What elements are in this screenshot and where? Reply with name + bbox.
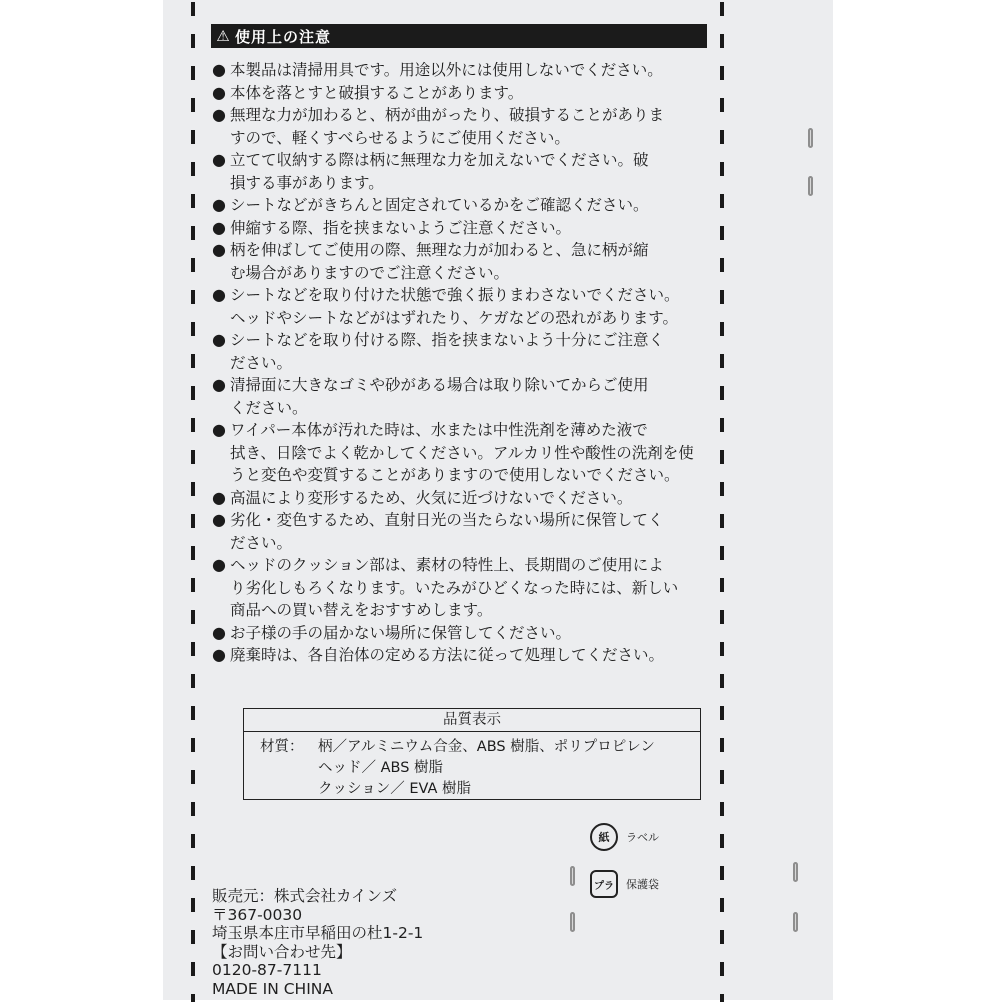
caution-item	[212, 329, 712, 374]
caution-item	[212, 554, 712, 622]
bullet-icon: ●	[212, 105, 226, 124]
staple	[570, 866, 575, 886]
caution-text: ワイパー本体が汚れた時は、水または中性洗剤を薄めた液で 拭き、日陰でよく乾かしてください。アルカリ性や酸性の洗剤を使 うと変色や変質することがありますので使用しないでください。	[230, 421, 694, 484]
staple	[570, 912, 575, 932]
seller-info	[212, 887, 423, 998]
caution-item	[212, 509, 712, 554]
caution-text: 高温により変形するため、火気に近づけないでください。	[230, 488, 633, 507]
paper-recycle-mark	[590, 823, 659, 851]
staple	[793, 912, 798, 932]
caution-item	[212, 622, 712, 645]
bullet-icon: ●	[212, 195, 226, 214]
seller-company: 販売元：株式会社カインズ	[212, 887, 398, 905]
plastic-recycle-label: 保護袋	[626, 878, 659, 891]
paper-recycle-label: ラベル	[626, 831, 659, 844]
seller-postal: 〒367-0030	[212, 905, 303, 924]
caution-item	[212, 374, 712, 419]
staple	[808, 128, 813, 148]
bullet-icon: ●	[212, 622, 226, 642]
warning-header	[211, 24, 707, 48]
caution-text: 本体を落とすと破損することがあります。	[230, 83, 524, 102]
material-line: ヘッド／ ABS 樹脂	[318, 760, 444, 776]
bullet-icon: ●	[212, 330, 226, 349]
caution-item	[212, 194, 712, 217]
country-of-origin: MADE IN CHINA	[212, 979, 333, 998]
caution-text: シートなどがきちんと固定されているかをご確認ください。	[230, 196, 649, 214]
quality-body	[260, 737, 655, 800]
perforation-left	[191, 2, 195, 1002]
staple	[793, 862, 798, 882]
bullet-icon: ●	[212, 217, 226, 237]
bullet-icon: ●	[212, 420, 226, 439]
plastic-recycle-icon: プラ	[590, 870, 618, 898]
bullet-icon: ●	[212, 150, 226, 169]
staple	[808, 176, 813, 196]
caution-item	[212, 217, 712, 240]
paper-recycle-icon: 紙	[590, 823, 618, 851]
caution-item	[212, 149, 712, 194]
bullet-icon: ●	[212, 240, 226, 259]
caution-text: ヘッドのクッション部は、素材の特性上、長期間のご使用によ り劣化しもろくなります。いたみがひどくなった時には、新しい 商品への買い替えをおすすめします。	[230, 556, 679, 619]
caution-text: 廃棄時は、各自治体の定める方法に従って処理してください。	[230, 646, 665, 664]
caution-text: 本製品は清掃用具です。用途以外には使用しないでください。	[230, 61, 663, 79]
caution-text: 劣化・変色するため、直射日光の当たらない場所に保管してく ださい。	[230, 511, 664, 552]
material-label: 材質：	[260, 739, 304, 755]
bullet-icon: ●	[212, 285, 226, 304]
material-line: クッション／ EVA 樹脂	[318, 781, 472, 797]
caution-item	[212, 487, 712, 510]
caution-list	[212, 59, 712, 667]
caution-item	[212, 284, 712, 329]
caution-item	[212, 59, 712, 82]
caution-item	[212, 644, 712, 667]
bullet-icon: ●	[212, 487, 226, 507]
seller-inquiry: 【お問い合わせ先】	[212, 942, 352, 961]
bullet-icon: ●	[212, 510, 226, 529]
bullet-icon: ●	[212, 375, 226, 394]
quality-label-box	[243, 708, 701, 800]
caution-text: シートなどを取り付ける際、指を挟まないよう十分にご注意く ださい。	[230, 331, 665, 372]
caution-text: 柄を伸ばしてご使用の際、無理な力が加わると、急に柄が縮 む場合がありますのでご注意ください。	[230, 241, 649, 282]
caution-text: お子様の手の届かない場所に保管してください。	[230, 623, 572, 642]
caution-text: シートなどを取り付けた状態で強く振りまわさないでください。 ヘッドやシートなどがはずれたり、ケガなどの恐れがあります。	[230, 286, 680, 327]
warning-triangle-icon: ⚠	[216, 27, 230, 45]
bullet-icon: ●	[212, 60, 226, 79]
seller-address: 埼玉県本庄市早稲田の杜1-2-1	[212, 924, 424, 942]
seller-phone: 0120-87-7111	[212, 961, 322, 979]
caution-item	[212, 419, 712, 487]
bullet-icon: ●	[212, 82, 226, 102]
bullet-icon: ●	[212, 555, 226, 574]
quality-title: 品質表示	[244, 709, 700, 732]
bullet-icon: ●	[212, 645, 226, 664]
caution-item	[212, 104, 712, 149]
caution-item	[212, 82, 712, 105]
quality-row	[260, 737, 655, 758]
caution-text: 立てて収納する際は柄に無理な力を加えないでください。破 損する事があります。	[230, 151, 649, 192]
caution-text: 伸縮する際、指を挟まないようご注意ください。	[230, 218, 572, 237]
caution-text: 清掃面に大きなゴミや砂がある場合は取り除いてからご使用 ください。	[230, 376, 649, 417]
material-line: 柄／アルミニウム合金、ABS 樹脂、ポリプロピレン	[318, 739, 655, 755]
plastic-recycle-mark	[590, 870, 659, 898]
caution-text: 無理な力が加わると、柄が曲がったり、破損することがありま すので、軽くすべらせるようにご使用ください。	[230, 106, 665, 147]
warning-title: 使用上の注意	[235, 27, 332, 46]
perforation-right	[720, 2, 724, 1002]
caution-item	[212, 239, 712, 284]
